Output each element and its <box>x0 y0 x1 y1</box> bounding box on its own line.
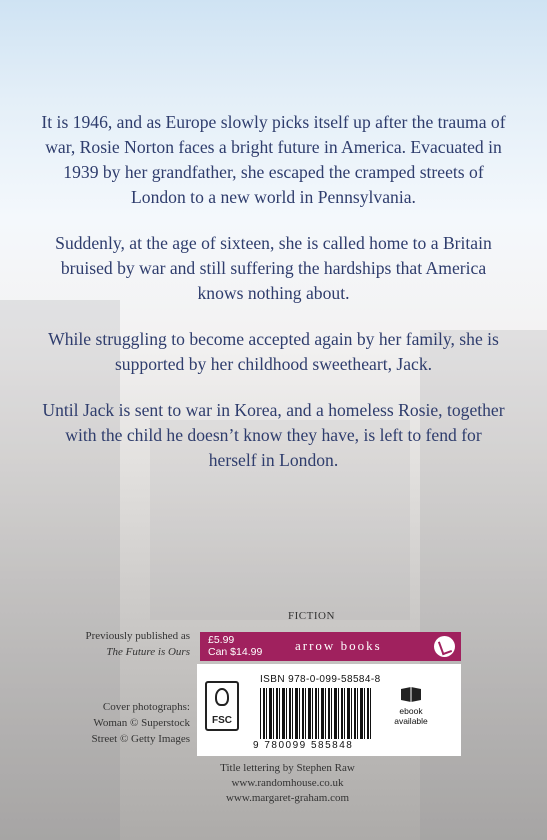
price-bar <box>200 632 461 661</box>
title-lettering-credit: Title lettering by Stephen Raw <box>220 762 355 774</box>
isbn: ISBN 978-0-099-58584-8 <box>260 674 381 685</box>
blurb-paragraph-2: Suddenly, at the age of sixteen, she is called home to a Britain bruised by war and still suffering the hardships that America knows nothing about. <box>55 233 492 303</box>
previous-title: The Future is Ours <box>106 646 190 658</box>
photo-credits <box>40 699 190 747</box>
credit-woman: Woman © Superstock <box>93 717 190 729</box>
blurb-paragraph-1: It is 1946, and as Europe slowly picks itself up after the trauma of war, Rosie Norton faces a bright future in America. Evacuated in 1939 by her grandfather, she escaped the cramped streets of London to a new world in Pennsylvania. <box>41 112 506 207</box>
publisher-url: www.randomhouse.co.uk <box>231 777 344 789</box>
genre-label: FICTION <box>288 610 335 622</box>
blurb <box>40 110 507 494</box>
credits-heading: Cover photographs: <box>102 701 190 713</box>
price-can: Can $14.99 <box>208 646 263 658</box>
author-url: www.margaret-graham.com <box>225 792 350 804</box>
blurb-paragraph-3: While struggling to become accepted again by her family, she is supported by her childhood sweetheart, Jack. <box>48 329 499 374</box>
fsc-label: FSC <box>212 715 232 726</box>
ebook-available-label <box>391 706 431 726</box>
previously-published-label: Previously published as <box>85 630 190 642</box>
barcode-panel <box>197 664 461 756</box>
barcode-number: 9 780099 585848 <box>253 740 354 751</box>
ebook-line-2: available <box>394 716 428 726</box>
footer <box>200 761 375 806</box>
price-uk: £5.99 <box>208 634 235 646</box>
barcode <box>260 688 372 739</box>
ebook-icon <box>399 686 423 703</box>
blurb-paragraph-4: Until Jack is sent to war in Korea, and a homeless Rosie, together with the child he doesn’t know they have, is left to fend for herself in London. <box>42 400 505 470</box>
fsc-tree-icon <box>205 681 239 731</box>
prices <box>208 634 262 658</box>
previously-published <box>40 628 190 660</box>
ebook-line-1: ebook <box>399 706 423 716</box>
arrow-logo-icon <box>434 636 455 657</box>
credit-street: Street © Getty Images <box>91 733 190 745</box>
imprint-name: arrow books <box>295 638 382 653</box>
